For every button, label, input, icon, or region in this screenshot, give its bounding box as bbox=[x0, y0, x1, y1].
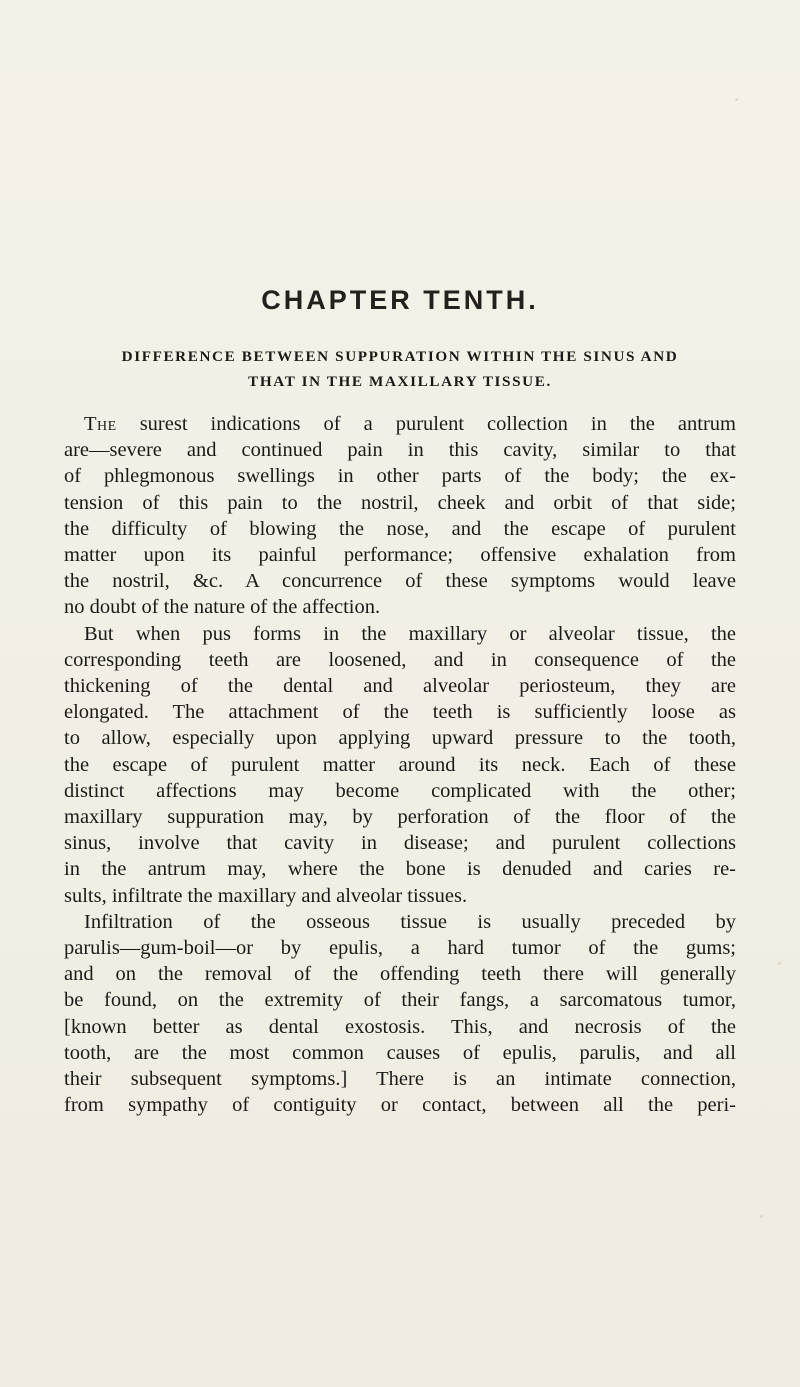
text-line: from sympathy of contiguity or contact, between all the peri- bbox=[64, 1094, 736, 1117]
text-line: [known better as dental exostosis. This, and necrosis of the bbox=[64, 1015, 736, 1038]
lead-word: The bbox=[84, 413, 117, 435]
text-line bbox=[64, 411, 736, 437]
paper-speck bbox=[735, 98, 738, 101]
text-line: matter upon its painful performance; offensive exhalation from bbox=[64, 544, 736, 567]
text-line: Infiltration of the osseous tissue is usually preceded by bbox=[84, 910, 736, 933]
paper-speck bbox=[760, 1215, 763, 1218]
text-line: maxillary suppuration may, by perforation of the floor of the bbox=[64, 806, 736, 829]
paper-speck bbox=[778, 962, 781, 965]
text-line: and on the removal of the offending teeth there will generally bbox=[64, 963, 736, 986]
text-line: sults, infiltrate the maxillary and alveolar tissues. bbox=[64, 884, 468, 907]
text-line: are—severe and continued pain in this cavity, similar to that bbox=[64, 439, 736, 462]
text-fragment: surest indications of a purulent collection in the antrum bbox=[116, 413, 736, 435]
text-line: parulis—gum-boil—or by epulis, a hard tumor of the gums; bbox=[64, 937, 736, 960]
text-line: the nostril, &c. A concurrence of these symptoms would leave bbox=[64, 570, 736, 593]
paragraph bbox=[64, 621, 736, 909]
text-line: be found, on the extremity of their fangs, a sarcomatous tumor, bbox=[64, 989, 736, 1012]
text-line: in the antrum may, where the bone is denuded and caries re- bbox=[64, 858, 736, 881]
text-line: But when pus forms in the maxillary or alveolar tissue, the bbox=[84, 622, 736, 645]
chapter-subtitle bbox=[70, 344, 730, 394]
body-text bbox=[64, 411, 736, 1118]
paragraph bbox=[64, 411, 736, 621]
chapter-title: CHAPTER TENTH. bbox=[261, 285, 539, 315]
text-line: no doubt of the nature of the affection. bbox=[64, 596, 381, 619]
text-line: sinus, involve that cavity in disease; and purulent collections bbox=[64, 832, 736, 855]
text-line: distinct affections may become complicated with the other; bbox=[64, 779, 736, 802]
subtitle-line: DIFFERENCE BETWEEN SUPPURATION WITHIN THE SINUS AND bbox=[121, 348, 679, 365]
subtitle-line: THAT IN THE MAXILLARY TISSUE. bbox=[248, 373, 552, 390]
text-line: tension of this pain to the nostril, cheek and orbit of that side; bbox=[64, 491, 736, 514]
text-line: thickening of the dental and alveolar periosteum, they are bbox=[64, 675, 736, 698]
text-line: the escape of purulent matter around its neck. Each of these bbox=[64, 753, 736, 776]
paragraph bbox=[64, 909, 736, 1119]
text-line: to allow, especially upon applying upward pressure to the tooth, bbox=[64, 727, 736, 750]
text-line: of phlegmonous swellings in other parts of the body; the ex- bbox=[64, 465, 736, 488]
text-line: corresponding teeth are loosened, and in consequence of the bbox=[64, 648, 736, 671]
text-line: the difficulty of blowing the nose, and the escape of purulent bbox=[64, 517, 736, 540]
text-line: their subsequent symptoms.] There is an intimate connection, bbox=[64, 1068, 736, 1091]
text-line: tooth, are the most common causes of epulis, parulis, and all bbox=[64, 1041, 736, 1064]
text-line: elongated. The attachment of the teeth is sufficiently loose as bbox=[64, 701, 736, 724]
